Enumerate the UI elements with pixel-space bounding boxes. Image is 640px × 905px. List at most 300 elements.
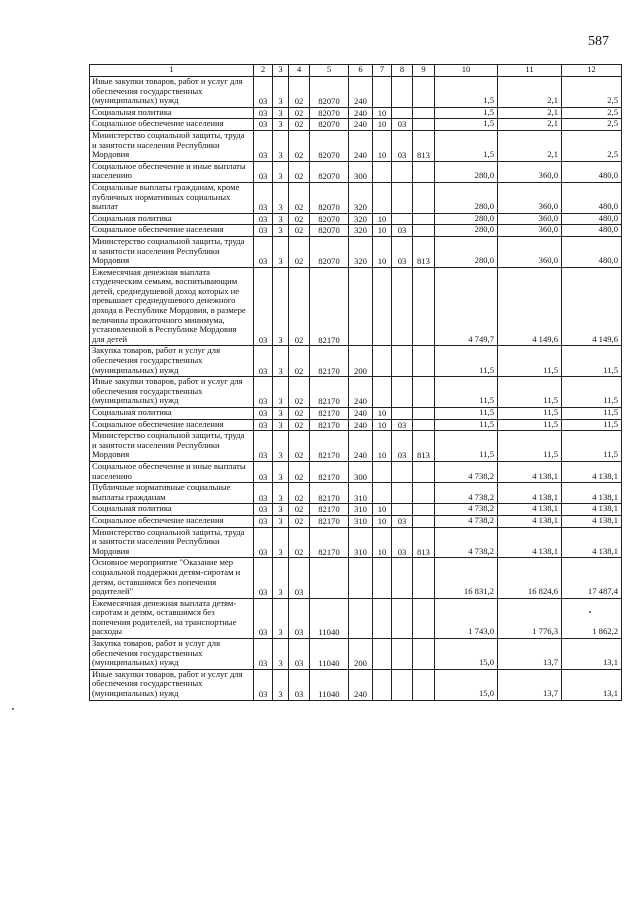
cell-col-11: 16 824,6 <box>498 558 562 598</box>
cell-col-10: 11,5 <box>435 408 498 420</box>
cell-col-10: 280,0 <box>435 161 498 182</box>
cell-col-8: 03 <box>392 130 413 161</box>
cell-col-4: 02 <box>289 119 310 131</box>
cell-col-2: 03 <box>254 225 273 237</box>
cell-col-6: 310 <box>349 527 373 558</box>
row-name-cell: Закупка товаров, работ и услуг для обеспечения государственных (муниципальных) нужд <box>90 639 254 670</box>
cell-col-10: 280,0 <box>435 225 498 237</box>
table-row <box>90 182 622 213</box>
cell-col-2: 03 <box>254 267 273 346</box>
row-name-cell: Социальная политика <box>90 107 254 119</box>
cell-col-8 <box>392 267 413 346</box>
cell-col-6: 240 <box>349 119 373 131</box>
cell-col-5: 82170 <box>310 346 349 377</box>
cell-col-9 <box>413 598 435 638</box>
cell-col-6: 200 <box>349 346 373 377</box>
cell-col-11: 4 138,1 <box>498 483 562 504</box>
cell-col-9: 813 <box>413 431 435 462</box>
cell-col-10: 4 738,2 <box>435 515 498 527</box>
cell-col-8 <box>392 77 413 108</box>
table-row <box>90 431 622 462</box>
column-header: 12 <box>562 65 622 77</box>
cell-col-5: 82170 <box>310 267 349 346</box>
cell-col-9 <box>413 558 435 598</box>
cell-col-6: 320 <box>349 225 373 237</box>
cell-col-4: 02 <box>289 77 310 108</box>
cell-col-7: 10 <box>373 431 392 462</box>
cell-col-7 <box>373 669 392 700</box>
cell-col-5: 82170 <box>310 461 349 482</box>
cell-col-8 <box>392 483 413 504</box>
cell-col-6: 310 <box>349 515 373 527</box>
cell-col-8 <box>392 669 413 700</box>
cell-col-6: 300 <box>349 461 373 482</box>
cell-col-8 <box>392 504 413 516</box>
table-row <box>90 515 622 527</box>
cell-col-3: 3 <box>273 527 289 558</box>
cell-col-12: 11,5 <box>562 431 622 462</box>
cell-col-6: 240 <box>349 419 373 431</box>
row-name-cell: Публичные нормативные социальные выплаты гражданам <box>90 483 254 504</box>
cell-col-3: 3 <box>273 669 289 700</box>
cell-col-6: 240 <box>349 77 373 108</box>
cell-col-12: 11,5 <box>562 408 622 420</box>
cell-col-5: 82070 <box>310 213 349 225</box>
cell-col-9 <box>413 213 435 225</box>
cell-col-2: 03 <box>254 598 273 638</box>
cell-col-4: 03 <box>289 639 310 670</box>
header-row <box>90 65 622 77</box>
cell-col-4: 02 <box>289 377 310 408</box>
column-header: 6 <box>349 65 373 77</box>
cell-col-3: 3 <box>273 236 289 267</box>
cell-col-4: 02 <box>289 408 310 420</box>
cell-col-9 <box>413 377 435 408</box>
cell-col-12: 4 138,1 <box>562 515 622 527</box>
cell-col-5: 82170 <box>310 483 349 504</box>
cell-col-7: 10 <box>373 419 392 431</box>
cell-col-5: 82070 <box>310 161 349 182</box>
table-row <box>90 461 622 482</box>
cell-col-8 <box>392 213 413 225</box>
cell-col-12: 480,0 <box>562 236 622 267</box>
cell-col-3: 3 <box>273 161 289 182</box>
cell-col-8: 03 <box>392 236 413 267</box>
cell-col-12: 2,5 <box>562 130 622 161</box>
cell-col-4: 02 <box>289 346 310 377</box>
cell-col-6: 200 <box>349 639 373 670</box>
cell-col-3: 3 <box>273 515 289 527</box>
cell-col-10: 4 738,2 <box>435 527 498 558</box>
cell-col-6 <box>349 558 373 598</box>
cell-col-5: 82170 <box>310 419 349 431</box>
cell-col-5 <box>310 558 349 598</box>
cell-col-11: 11,5 <box>498 346 562 377</box>
cell-col-3: 3 <box>273 107 289 119</box>
cell-col-7 <box>373 377 392 408</box>
table-row <box>90 669 622 700</box>
row-name-cell: Ежемесячная денежная выплата студенческим семьям, воспитывающим детей, среднедушевой доход которых не превышает среднедушевого денежного дохода в Республике Мордовия, в размере величины прожиточного минимума, установленной в Республике Мордовия для детей <box>90 267 254 346</box>
cell-col-6: 310 <box>349 483 373 504</box>
cell-col-2: 03 <box>254 161 273 182</box>
cell-col-5: 82170 <box>310 408 349 420</box>
cell-col-8: 03 <box>392 527 413 558</box>
cell-col-10: 1,5 <box>435 77 498 108</box>
cell-col-3: 3 <box>273 461 289 482</box>
cell-col-8: 03 <box>392 419 413 431</box>
cell-col-5: 82070 <box>310 225 349 237</box>
cell-col-12: 11,5 <box>562 346 622 377</box>
table-row <box>90 267 622 346</box>
row-name-cell: Ежемесячная денежная выплата детям-сиротам и детям, оставшимся без попечения родителей, на транспортные расходы <box>90 598 254 638</box>
cell-col-4: 02 <box>289 431 310 462</box>
cell-col-7 <box>373 558 392 598</box>
cell-col-2: 03 <box>254 408 273 420</box>
cell-col-2: 03 <box>254 419 273 431</box>
cell-col-6: 240 <box>349 107 373 119</box>
cell-col-9 <box>413 639 435 670</box>
cell-col-2: 03 <box>254 77 273 108</box>
cell-col-9 <box>413 504 435 516</box>
cell-col-11: 1 776,3 <box>498 598 562 638</box>
cell-col-8 <box>392 161 413 182</box>
row-name-cell: Социальное обеспечение населения <box>90 419 254 431</box>
cell-col-10: 1,5 <box>435 130 498 161</box>
cell-col-2: 03 <box>254 130 273 161</box>
cell-col-11: 2,1 <box>498 119 562 131</box>
cell-col-6: 320 <box>349 236 373 267</box>
cell-col-8: 03 <box>392 225 413 237</box>
table-row <box>90 213 622 225</box>
cell-col-10: 280,0 <box>435 182 498 213</box>
column-header: 1 <box>90 65 254 77</box>
cell-col-4: 02 <box>289 182 310 213</box>
row-name-cell: Министерство социальной защиты, труда и занятости населения Республики Мордовия <box>90 431 254 462</box>
cell-col-10: 4 738,2 <box>435 461 498 482</box>
cell-col-9 <box>413 267 435 346</box>
table-row <box>90 107 622 119</box>
cell-col-4: 02 <box>289 527 310 558</box>
cell-col-10: 4 749,7 <box>435 267 498 346</box>
cell-col-4: 02 <box>289 267 310 346</box>
column-header: 9 <box>413 65 435 77</box>
cell-col-4: 02 <box>289 130 310 161</box>
cell-col-8: 03 <box>392 431 413 462</box>
cell-col-9 <box>413 419 435 431</box>
cell-col-9 <box>413 515 435 527</box>
cell-col-9 <box>413 225 435 237</box>
cell-col-3: 3 <box>273 639 289 670</box>
cell-col-4: 03 <box>289 669 310 700</box>
cell-col-12: 4 138,1 <box>562 483 622 504</box>
cell-col-4: 02 <box>289 107 310 119</box>
cell-col-9 <box>413 77 435 108</box>
cell-col-7 <box>373 182 392 213</box>
column-header: 7 <box>373 65 392 77</box>
cell-col-10: 1 743,0 <box>435 598 498 638</box>
cell-col-11: 2,1 <box>498 107 562 119</box>
cell-col-9: 813 <box>413 236 435 267</box>
cell-col-10: 11,5 <box>435 431 498 462</box>
cell-col-4: 02 <box>289 461 310 482</box>
cell-col-7: 10 <box>373 515 392 527</box>
cell-col-8 <box>392 598 413 638</box>
cell-col-7 <box>373 483 392 504</box>
cell-col-4: 02 <box>289 515 310 527</box>
cell-col-3: 3 <box>273 182 289 213</box>
cell-col-10: 1,5 <box>435 119 498 131</box>
cell-col-8 <box>392 182 413 213</box>
cell-col-12: 11,5 <box>562 377 622 408</box>
cell-col-8 <box>392 408 413 420</box>
cell-col-11: 4 138,1 <box>498 461 562 482</box>
cell-col-5: 82070 <box>310 236 349 267</box>
cell-col-12: 4 138,1 <box>562 504 622 516</box>
cell-col-11: 4 138,1 <box>498 527 562 558</box>
row-name-cell: Социальная политика <box>90 408 254 420</box>
cell-col-2: 03 <box>254 377 273 408</box>
cell-col-10: 4 738,2 <box>435 483 498 504</box>
table-row <box>90 419 622 431</box>
cell-col-7: 10 <box>373 130 392 161</box>
cell-col-2: 03 <box>254 504 273 516</box>
cell-col-2: 03 <box>254 461 273 482</box>
cell-col-7 <box>373 461 392 482</box>
cell-col-5: 11040 <box>310 669 349 700</box>
cell-col-4: 02 <box>289 225 310 237</box>
table-row <box>90 130 622 161</box>
cell-col-12: 480,0 <box>562 182 622 213</box>
cell-col-7: 10 <box>373 119 392 131</box>
cell-col-7: 10 <box>373 408 392 420</box>
table-row <box>90 161 622 182</box>
cell-col-9 <box>413 483 435 504</box>
cell-col-3: 3 <box>273 267 289 346</box>
cell-col-6: 240 <box>349 130 373 161</box>
cell-col-2: 03 <box>254 346 273 377</box>
cell-col-11: 360,0 <box>498 161 562 182</box>
cell-col-9 <box>413 161 435 182</box>
row-name-cell: Министерство социальной защиты, труда и занятости населения Республики Мордовия <box>90 130 254 161</box>
cell-col-5: 11040 <box>310 639 349 670</box>
column-header: 2 <box>254 65 273 77</box>
cell-col-11: 4 149,6 <box>498 267 562 346</box>
cell-col-8 <box>392 639 413 670</box>
table-row <box>90 377 622 408</box>
cell-col-2: 03 <box>254 669 273 700</box>
cell-col-12: 2,5 <box>562 119 622 131</box>
cell-col-6: 300 <box>349 161 373 182</box>
cell-col-11: 2,1 <box>498 77 562 108</box>
row-name-cell: Социальная политика <box>90 213 254 225</box>
cell-col-7: 10 <box>373 225 392 237</box>
cell-col-4: 03 <box>289 598 310 638</box>
cell-col-4: 02 <box>289 161 310 182</box>
cell-col-12: 13,1 <box>562 639 622 670</box>
cell-col-4: 02 <box>289 504 310 516</box>
cell-col-12: 4 138,1 <box>562 527 622 558</box>
row-name-cell: Социальная политика <box>90 504 254 516</box>
budget-table <box>89 64 622 701</box>
cell-col-8 <box>392 558 413 598</box>
cell-col-12: 2,5 <box>562 77 622 108</box>
table-row <box>90 346 622 377</box>
cell-col-9 <box>413 107 435 119</box>
cell-col-2: 03 <box>254 236 273 267</box>
cell-col-5: 82170 <box>310 431 349 462</box>
cell-col-11: 360,0 <box>498 213 562 225</box>
cell-col-6: 240 <box>349 431 373 462</box>
cell-col-10: 1,5 <box>435 107 498 119</box>
cell-col-2: 03 <box>254 213 273 225</box>
cell-col-3: 3 <box>273 598 289 638</box>
cell-col-6: 240 <box>349 669 373 700</box>
cell-col-4: 02 <box>289 213 310 225</box>
cell-col-6 <box>349 598 373 638</box>
table-row <box>90 408 622 420</box>
cell-col-11: 2,1 <box>498 130 562 161</box>
table-row <box>90 598 622 638</box>
cell-col-6: 320 <box>349 213 373 225</box>
table-row <box>90 119 622 131</box>
cell-col-9 <box>413 182 435 213</box>
row-name-cell: Основное мероприятие "Оказание мер социальной поддержки детям-сиротам и детям, оставшимся без попечения родителей" <box>90 558 254 598</box>
scan-mark <box>589 611 591 613</box>
row-name-cell: Социальное обеспечение населения <box>90 515 254 527</box>
column-header: 8 <box>392 65 413 77</box>
cell-col-11: 4 138,1 <box>498 504 562 516</box>
cell-col-3: 3 <box>273 77 289 108</box>
cell-col-8 <box>392 461 413 482</box>
cell-col-2: 03 <box>254 119 273 131</box>
cell-col-2: 03 <box>254 431 273 462</box>
cell-col-3: 3 <box>273 504 289 516</box>
cell-col-7: 10 <box>373 504 392 516</box>
cell-col-5: 82070 <box>310 77 349 108</box>
cell-col-7 <box>373 639 392 670</box>
cell-col-11: 360,0 <box>498 182 562 213</box>
cell-col-4: 02 <box>289 483 310 504</box>
cell-col-12: 1 862,2 <box>562 598 622 638</box>
cell-col-2: 03 <box>254 182 273 213</box>
cell-col-4: 02 <box>289 419 310 431</box>
row-name-cell: Социальные выплаты гражданам, кроме публичных нормативных социальных выплат <box>90 182 254 213</box>
cell-col-6: 240 <box>349 377 373 408</box>
cell-col-8: 03 <box>392 119 413 131</box>
cell-col-9 <box>413 408 435 420</box>
row-name-cell: Социальное обеспечение и иные выплаты населению <box>90 461 254 482</box>
cell-col-2: 03 <box>254 515 273 527</box>
cell-col-6: 310 <box>349 504 373 516</box>
cell-col-7: 10 <box>373 213 392 225</box>
scan-mark <box>12 708 14 710</box>
cell-col-6: 320 <box>349 182 373 213</box>
cell-col-7: 10 <box>373 236 392 267</box>
cell-col-6: 240 <box>349 408 373 420</box>
cell-col-3: 3 <box>273 483 289 504</box>
table-row <box>90 77 622 108</box>
column-header: 4 <box>289 65 310 77</box>
cell-col-10: 4 738,2 <box>435 504 498 516</box>
cell-col-10: 15,0 <box>435 669 498 700</box>
cell-col-4: 02 <box>289 236 310 267</box>
cell-col-10: 16 831,2 <box>435 558 498 598</box>
cell-col-11: 4 138,1 <box>498 515 562 527</box>
cell-col-11: 13,7 <box>498 639 562 670</box>
cell-col-3: 3 <box>273 346 289 377</box>
table-row <box>90 483 622 504</box>
cell-col-10: 11,5 <box>435 377 498 408</box>
table-row <box>90 558 622 598</box>
cell-col-7 <box>373 161 392 182</box>
table-row <box>90 504 622 516</box>
cell-col-5: 82070 <box>310 119 349 131</box>
cell-col-3: 3 <box>273 119 289 131</box>
row-name-cell: Закупка товаров, работ и услуг для обеспечения государственных (муниципальных) нужд <box>90 346 254 377</box>
cell-col-7 <box>373 77 392 108</box>
table-row <box>90 236 622 267</box>
row-name-cell: Социальное обеспечение населения <box>90 225 254 237</box>
row-name-cell: Социальное обеспечение населения <box>90 119 254 131</box>
cell-col-9 <box>413 669 435 700</box>
row-name-cell: Иные закупки товаров, работ и услуг для обеспечения государственных (муниципальных) нужд <box>90 669 254 700</box>
cell-col-11: 13,7 <box>498 669 562 700</box>
cell-col-5: 82170 <box>310 527 349 558</box>
table-row <box>90 527 622 558</box>
row-name-cell: Социальное обеспечение и иные выплаты населению <box>90 161 254 182</box>
cell-col-5: 82170 <box>310 377 349 408</box>
page-number: 587 <box>588 34 609 49</box>
cell-col-3: 3 <box>273 213 289 225</box>
cell-col-5: 82070 <box>310 107 349 119</box>
cell-col-3: 3 <box>273 408 289 420</box>
cell-col-8: 03 <box>392 515 413 527</box>
cell-col-5: 82070 <box>310 182 349 213</box>
cell-col-10: 280,0 <box>435 236 498 267</box>
cell-col-3: 3 <box>273 419 289 431</box>
cell-col-2: 03 <box>254 527 273 558</box>
cell-col-12: 480,0 <box>562 213 622 225</box>
cell-col-12: 17 487,4 <box>562 558 622 598</box>
cell-col-11: 11,5 <box>498 431 562 462</box>
cell-col-7 <box>373 598 392 638</box>
cell-col-8 <box>392 107 413 119</box>
cell-col-11: 11,5 <box>498 408 562 420</box>
column-header: 5 <box>310 65 349 77</box>
cell-col-10: 280,0 <box>435 213 498 225</box>
row-name-cell: Министерство социальной защиты, труда и занятости населения Республики Мордовия <box>90 236 254 267</box>
cell-col-12: 4 138,1 <box>562 461 622 482</box>
cell-col-3: 3 <box>273 431 289 462</box>
cell-col-5: 82170 <box>310 515 349 527</box>
cell-col-3: 3 <box>273 377 289 408</box>
cell-col-12: 11,5 <box>562 419 622 431</box>
cell-col-10: 11,5 <box>435 419 498 431</box>
cell-col-12: 480,0 <box>562 225 622 237</box>
cell-col-9: 813 <box>413 130 435 161</box>
cell-col-3: 3 <box>273 130 289 161</box>
cell-col-6 <box>349 267 373 346</box>
cell-col-11: 11,5 <box>498 377 562 408</box>
cell-col-3: 3 <box>273 225 289 237</box>
cell-col-2: 03 <box>254 558 273 598</box>
row-name-cell: Иные закупки товаров, работ и услуг для обеспечения государственных (муниципальных) нужд <box>90 77 254 108</box>
cell-col-5: 82170 <box>310 504 349 516</box>
cell-col-7: 10 <box>373 107 392 119</box>
cell-col-3: 3 <box>273 558 289 598</box>
cell-col-8 <box>392 346 413 377</box>
cell-col-2: 03 <box>254 483 273 504</box>
